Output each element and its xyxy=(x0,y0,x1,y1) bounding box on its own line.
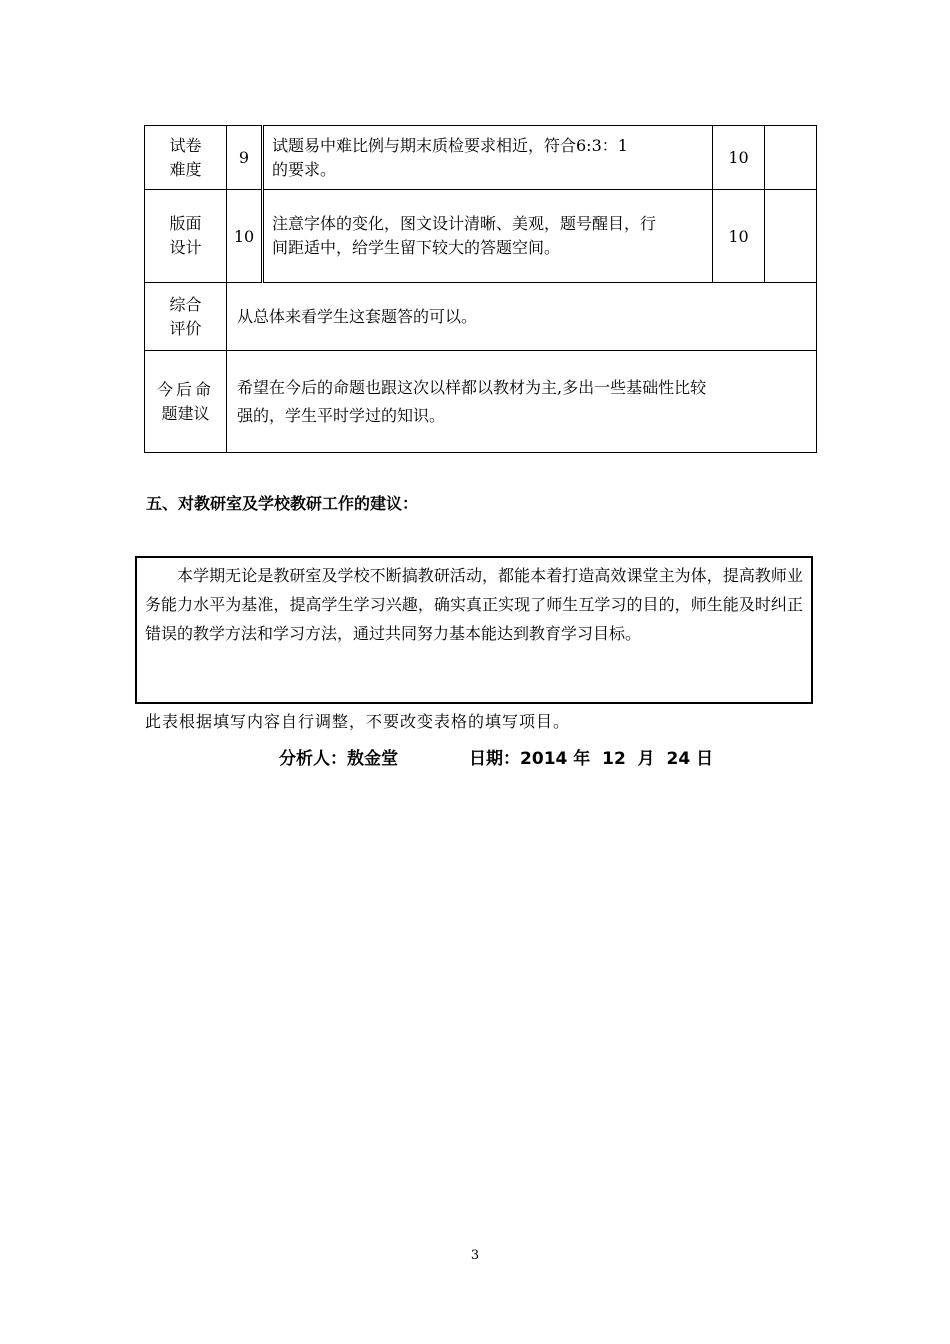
date-year-unit: 年 xyxy=(573,749,591,769)
date-label: 日期： xyxy=(469,749,521,769)
page-number: 3 xyxy=(470,1248,480,1263)
row-score: 9 xyxy=(227,126,263,190)
table-note: 此表根据填写内容自行调整，不要改变表格的填写项目。 xyxy=(145,712,571,731)
date-day-unit: 日 xyxy=(696,749,714,769)
table-row-suggestion xyxy=(145,351,817,453)
suggestion-text: 希望在今后的命题也跟这次以样都以教材为主,多出一些基础性比较 强的，学生平时学过的知识。 xyxy=(227,351,817,453)
signature-line xyxy=(279,744,713,769)
table-row-summary xyxy=(145,283,817,351)
section-heading: 五、对教研室及学校教研工作的建议： xyxy=(146,494,419,513)
summary-text: 从总体来看学生这套题答的可以。 xyxy=(227,283,817,351)
row-full-score: 10 xyxy=(713,126,765,190)
row-label: 版面 设计 xyxy=(145,190,227,283)
date-month-unit: 月 xyxy=(637,749,655,769)
date-day: 24 xyxy=(666,749,691,769)
analyst-name: 敖金堂 xyxy=(347,749,398,769)
row-description: 注意字体的变化，图文设计清晰、美观，题号醒目，行 间距适中，给学生留下较大的答题空间。 xyxy=(263,190,713,283)
table-row-layout xyxy=(145,190,817,283)
advice-text: 本学期无论是教研室及学校不断搞教研活动，都能本着打造高效课堂主为体，提高教师业务能力水平为基准，提高学生学习兴趣，确实真正实现了师生互学习的目的，师生能及时纠正错误的教学方法和学习方法，通过共同努力基本能达到教育学习目标。 xyxy=(145,566,803,643)
advice-box xyxy=(135,556,813,704)
table-row-difficulty xyxy=(145,126,817,190)
date-month: 12 xyxy=(602,749,626,769)
row-label: 试卷 难度 xyxy=(145,126,227,190)
analyst-label: 分析人： xyxy=(279,749,347,769)
row-extra xyxy=(765,126,817,190)
date-year: 2014 xyxy=(520,749,568,769)
row-description: 试题易中难比例与期末质检要求相近，符合6:3：1 的要求。 xyxy=(263,126,713,190)
row-score: 10 xyxy=(227,190,263,283)
row-full-score: 10 xyxy=(713,190,765,283)
row-extra xyxy=(765,190,817,283)
suggestion-label: 今后命 题建议 xyxy=(145,351,227,453)
summary-label: 综合 评价 xyxy=(145,283,227,351)
evaluation-table xyxy=(144,125,817,453)
